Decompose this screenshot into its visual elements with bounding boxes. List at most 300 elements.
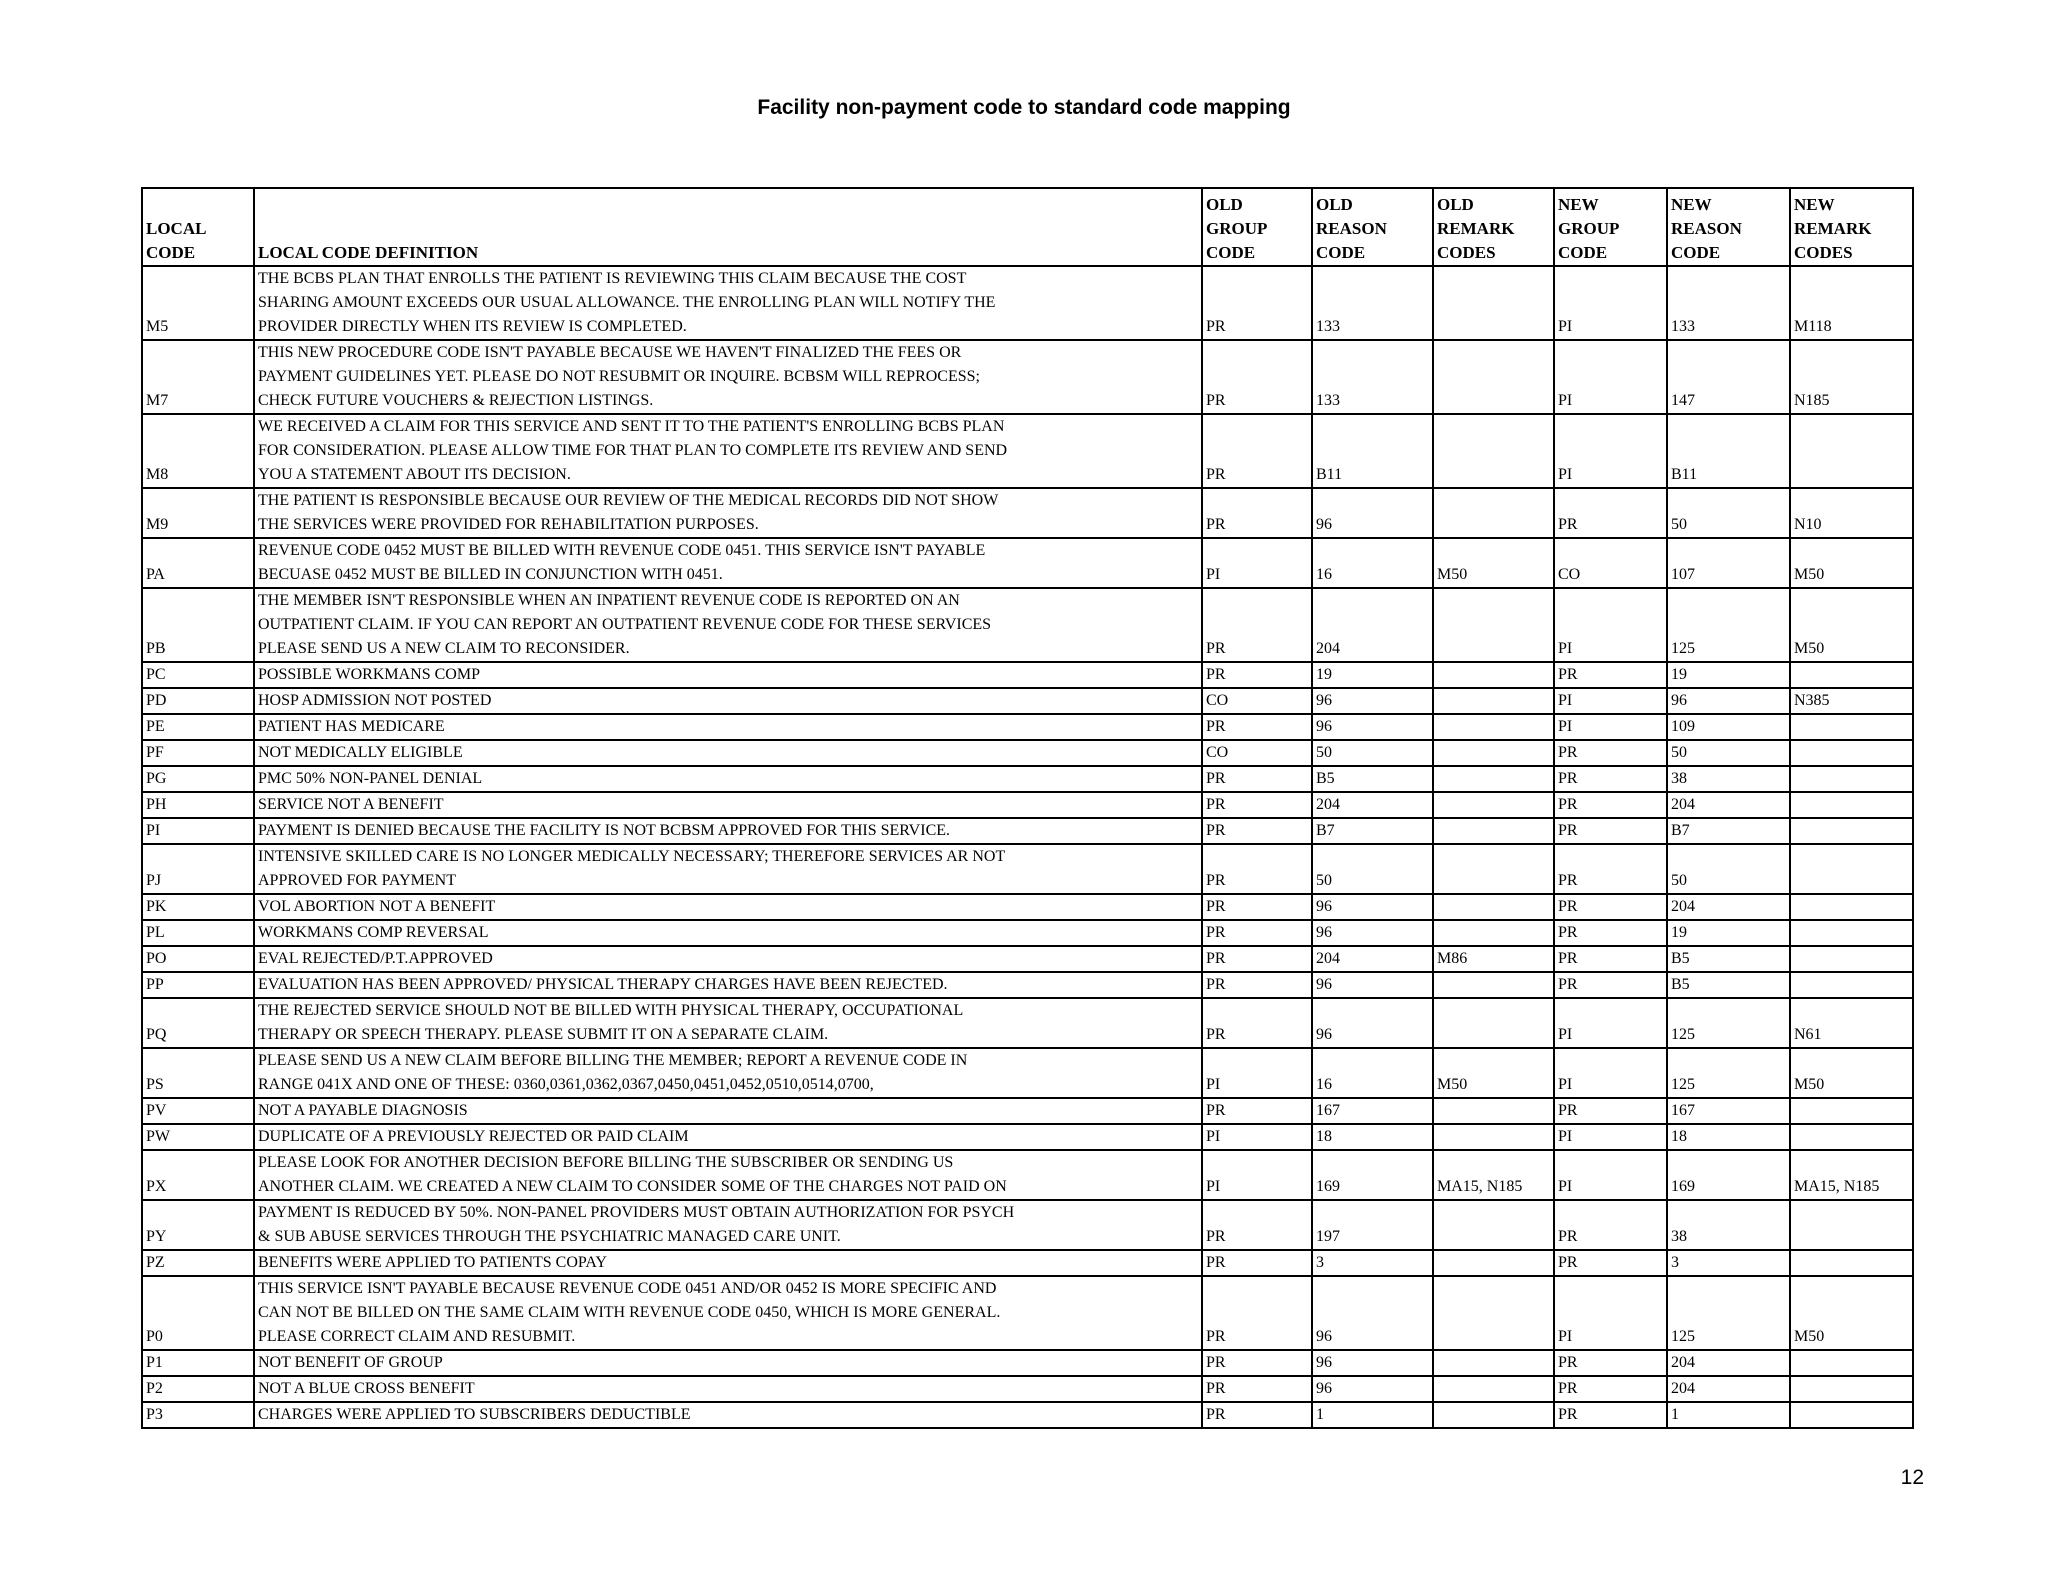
- table-row: [142, 1402, 1913, 1428]
- definition-line: CAN NOT BE BILLED ON THE SAME CLAIM WITH REVENUE CODE 0450, WHICH IS MORE GENERAL.: [258, 1304, 1001, 1321]
- header-line: REMARK: [1794, 219, 1872, 238]
- definition-line: THE PATIENT IS RESPONSIBLE BECAUSE OUR REVIEW OF THE MEDICAL RECORDS DID NOT SHOW: [258, 492, 999, 509]
- header-line: CODE: [1558, 243, 1608, 262]
- definition-line: PLEASE LOOK FOR ANOTHER DECISION BEFORE BILLING THE SUBSCRIBER OR SENDING US: [258, 1154, 954, 1171]
- old-remark-codes-cell: [1433, 1200, 1554, 1250]
- table-row: [142, 1200, 1913, 1250]
- old-remark-codes-cell: [1433, 1276, 1554, 1350]
- old-remark-codes-cell: [1433, 588, 1554, 662]
- new-group-code-cell: PR: [1554, 844, 1667, 894]
- old-reason-code-cell: 133: [1312, 266, 1433, 340]
- local-code-definition-cell: [254, 1402, 1202, 1428]
- local-code-cell: PG: [142, 766, 254, 792]
- old-group-code-cell: PR: [1202, 1200, 1312, 1250]
- local-code-definition-cell: [254, 1250, 1202, 1276]
- local-code-cell: PX: [142, 1150, 254, 1200]
- new-remark-codes-cell: [1790, 714, 1913, 740]
- table-row: [142, 266, 1913, 340]
- table-body: [142, 266, 1913, 1428]
- old-reason-code-cell: 96: [1312, 998, 1433, 1048]
- new-group-code-cell: PR: [1554, 1402, 1667, 1428]
- table-row: [142, 920, 1913, 946]
- definition-line: THE MEMBER ISN'T RESPONSIBLE WHEN AN INPATIENT REVENUE CODE IS REPORTED ON AN: [258, 592, 960, 609]
- header-old-remark-codes: [1433, 188, 1554, 266]
- old-reason-code-cell: 169: [1312, 1150, 1433, 1200]
- new-group-code-cell: PR: [1554, 766, 1667, 792]
- old-reason-code-cell: 1: [1312, 1402, 1433, 1428]
- local-code-definition-cell: [254, 998, 1202, 1048]
- old-reason-code-cell: 18: [1312, 1124, 1433, 1150]
- table-row: [142, 1124, 1913, 1150]
- header-line: NEW: [1794, 195, 1835, 214]
- new-remark-codes-cell: N61: [1790, 998, 1913, 1048]
- old-remark-codes-cell: [1433, 414, 1554, 488]
- new-reason-code-cell: 125: [1667, 588, 1790, 662]
- definition-line: THE REJECTED SERVICE SHOULD NOT BE BILLED WITH PHYSICAL THERAPY, OCCUPATIONAL: [258, 1002, 964, 1019]
- old-remark-codes-cell: [1433, 972, 1554, 998]
- header-line: LOCAL: [146, 219, 207, 238]
- local-code-cell: PY: [142, 1200, 254, 1250]
- new-group-code-cell: PR: [1554, 946, 1667, 972]
- local-code-definition-cell: [254, 792, 1202, 818]
- table-row: [142, 1250, 1913, 1276]
- new-group-code-cell: PI: [1554, 588, 1667, 662]
- header-line: GROUP: [1558, 219, 1620, 238]
- local-code-definition-cell: [254, 266, 1202, 340]
- table-row: [142, 1276, 1913, 1350]
- definition-line: PAYMENT GUIDELINES YET. PLEASE DO NOT RESUBMIT OR INQUIRE. BCBSM WILL REPROCESS;: [258, 368, 980, 385]
- old-remark-codes-cell: [1433, 714, 1554, 740]
- definition-line: PLEASE SEND US A NEW CLAIM BEFORE BILLING THE MEMBER; REPORT A REVENUE CODE IN: [258, 1052, 968, 1069]
- definition-line: BECUASE 0452 MUST BE BILLED IN CONJUNCTION WITH 0451.: [258, 566, 723, 583]
- new-reason-code-cell: 19: [1667, 662, 1790, 688]
- table-row: [142, 740, 1913, 766]
- definition-line: NOT BENEFIT OF GROUP: [258, 1354, 443, 1371]
- old-remark-codes-cell: [1433, 740, 1554, 766]
- old-group-code-cell: PR: [1202, 340, 1312, 414]
- local-code-definition-cell: [254, 662, 1202, 688]
- new-group-code-cell: PR: [1554, 818, 1667, 844]
- definition-line: THIS NEW PROCEDURE CODE ISN'T PAYABLE BECAUSE WE HAVEN'T FINALIZED THE FEES OR: [258, 344, 962, 361]
- new-reason-code-cell: B5: [1667, 972, 1790, 998]
- old-group-code-cell: PR: [1202, 488, 1312, 538]
- definition-line: WE RECEIVED A CLAIM FOR THIS SERVICE AND SENT IT TO THE PATIENT'S ENROLLING BCBS PLAN: [258, 418, 1005, 435]
- definition-line: EVAL REJECTED/P.T.APPROVED: [258, 950, 493, 967]
- new-remark-codes-cell: [1790, 818, 1913, 844]
- table-row: [142, 588, 1913, 662]
- old-reason-code-cell: 50: [1312, 740, 1433, 766]
- table-row: [142, 662, 1913, 688]
- definition-line: BENEFITS WERE APPLIED TO PATIENTS COPAY: [258, 1254, 607, 1271]
- header-line: CODES: [1794, 243, 1853, 262]
- old-remark-codes-cell: [1433, 766, 1554, 792]
- local-code-cell: PW: [142, 1124, 254, 1150]
- local-code-cell: P0: [142, 1276, 254, 1350]
- new-remark-codes-cell: MA15, N185: [1790, 1150, 1913, 1200]
- old-group-code-cell: PR: [1202, 792, 1312, 818]
- local-code-definition-cell: [254, 714, 1202, 740]
- new-reason-code-cell: 50: [1667, 844, 1790, 894]
- definition-line: THE SERVICES WERE PROVIDED FOR REHABILITATION PURPOSES.: [258, 516, 759, 533]
- new-group-code-cell: PI: [1554, 414, 1667, 488]
- new-remark-codes-cell: N10: [1790, 488, 1913, 538]
- definition-line: APPROVED FOR PAYMENT: [258, 872, 456, 889]
- definition-line: PMC 50% NON-PANEL DENIAL: [258, 770, 483, 787]
- header-line: NEW: [1558, 195, 1599, 214]
- local-code-cell: M8: [142, 414, 254, 488]
- definition-line: PAYMENT IS REDUCED BY 50%. NON-PANEL PROVIDERS MUST OBTAIN AUTHORIZATION FOR PSYCH: [258, 1204, 1015, 1221]
- page-title: Facility non-payment code to standard code mapping: [757, 96, 1291, 119]
- table-row: [142, 340, 1913, 414]
- definition-line: THERAPY OR SPEECH THERAPY. PLEASE SUBMIT IT ON A SEPARATE CLAIM.: [258, 1026, 829, 1043]
- local-code-cell: PF: [142, 740, 254, 766]
- new-reason-code-cell: 125: [1667, 1276, 1790, 1350]
- table-row: [142, 818, 1913, 844]
- definition-line: PAYMENT IS DENIED BECAUSE THE FACILITY IS NOT BCBSM APPROVED FOR THIS SERVICE.: [258, 822, 951, 839]
- new-remark-codes-cell: M50: [1790, 1276, 1913, 1350]
- old-reason-code-cell: 96: [1312, 972, 1433, 998]
- header-line: CODE: [146, 243, 196, 262]
- old-reason-code-cell: 3: [1312, 1250, 1433, 1276]
- new-reason-code-cell: 204: [1667, 1376, 1790, 1402]
- local-code-definition-cell: [254, 1098, 1202, 1124]
- definition-line: POSSIBLE WORKMANS COMP: [258, 666, 480, 683]
- local-code-cell: PI: [142, 818, 254, 844]
- local-code-cell: P1: [142, 1350, 254, 1376]
- local-code-definition-cell: [254, 340, 1202, 414]
- new-reason-code-cell: 38: [1667, 766, 1790, 792]
- header-line: CODE: [1206, 243, 1256, 262]
- new-reason-code-cell: 19: [1667, 920, 1790, 946]
- header-line: GROUP: [1206, 219, 1268, 238]
- header-old-group-code: [1202, 188, 1312, 266]
- new-reason-code-cell: 204: [1667, 894, 1790, 920]
- new-group-code-cell: PI: [1554, 1048, 1667, 1098]
- local-code-cell: PL: [142, 920, 254, 946]
- old-reason-code-cell: 96: [1312, 920, 1433, 946]
- definition-line: SHARING AMOUNT EXCEEDS OUR USUAL ALLOWANCE. THE ENROLLING PLAN WILL NOTIFY THE: [258, 294, 996, 311]
- new-group-code-cell: PR: [1554, 740, 1667, 766]
- definition-line: PATIENT HAS MEDICARE: [258, 718, 445, 735]
- header-line: CODE: [1671, 243, 1721, 262]
- new-remark-codes-cell: [1790, 1124, 1913, 1150]
- old-group-code-cell: PR: [1202, 946, 1312, 972]
- header-line: OLD: [1206, 195, 1243, 214]
- header-line: CODES: [1437, 243, 1496, 262]
- definition-line: ANOTHER CLAIM. WE CREATED A NEW CLAIM TO CONSIDER SOME OF THE CHARGES NOT PAID ON: [258, 1178, 1007, 1195]
- table-row: [142, 688, 1913, 714]
- old-group-code-cell: PR: [1202, 818, 1312, 844]
- old-remark-codes-cell: [1433, 340, 1554, 414]
- new-remark-codes-cell: [1790, 1250, 1913, 1276]
- code-mapping-table: [141, 187, 1914, 1429]
- table-row: [142, 766, 1913, 792]
- old-remark-codes-cell: MA15, N185: [1433, 1150, 1554, 1200]
- local-code-definition-cell: [254, 1150, 1202, 1200]
- old-remark-codes-cell: [1433, 1124, 1554, 1150]
- old-reason-code-cell: 197: [1312, 1200, 1433, 1250]
- old-group-code-cell: PR: [1202, 844, 1312, 894]
- local-code-definition-cell: [254, 894, 1202, 920]
- old-group-code-cell: PR: [1202, 920, 1312, 946]
- local-code-definition-cell: [254, 1048, 1202, 1098]
- old-reason-code-cell: 50: [1312, 844, 1433, 894]
- table-row: [142, 1376, 1913, 1402]
- definition-line: PLEASE SEND US A NEW CLAIM TO RECONSIDER.: [258, 640, 630, 657]
- new-reason-code-cell: B11: [1667, 414, 1790, 488]
- local-code-definition-cell: [254, 946, 1202, 972]
- local-code-cell: PD: [142, 688, 254, 714]
- new-remark-codes-cell: M50: [1790, 1048, 1913, 1098]
- old-reason-code-cell: 96: [1312, 894, 1433, 920]
- new-group-code-cell: PR: [1554, 1250, 1667, 1276]
- old-group-code-cell: PR: [1202, 1402, 1312, 1428]
- table-row: [142, 998, 1913, 1048]
- table-row: [142, 946, 1913, 972]
- new-group-code-cell: PR: [1554, 792, 1667, 818]
- new-reason-code-cell: 1: [1667, 1402, 1790, 1428]
- new-remark-codes-cell: M50: [1790, 538, 1913, 588]
- page-number: 12: [1900, 1466, 1924, 1489]
- header-old-reason-code: [1312, 188, 1433, 266]
- local-code-cell: PO: [142, 946, 254, 972]
- old-remark-codes-cell: [1433, 266, 1554, 340]
- new-remark-codes-cell: [1790, 1200, 1913, 1250]
- new-reason-code-cell: 109: [1667, 714, 1790, 740]
- old-remark-codes-cell: [1433, 792, 1554, 818]
- definition-line: NOT A BLUE CROSS BENEFIT: [258, 1380, 475, 1397]
- new-remark-codes-cell: [1790, 792, 1913, 818]
- new-reason-code-cell: 125: [1667, 1048, 1790, 1098]
- definition-line: CHECK FUTURE VOUCHERS & REJECTION LISTINGS.: [258, 392, 654, 409]
- old-reason-code-cell: B5: [1312, 766, 1433, 792]
- header-line: LOCAL CODE DEFINITION: [258, 243, 479, 262]
- definition-line: THE BCBS PLAN THAT ENROLLS THE PATIENT IS REVIEWING THIS CLAIM BECAUSE THE COST: [258, 270, 967, 287]
- old-reason-code-cell: 204: [1312, 792, 1433, 818]
- header-new-reason-code: [1667, 188, 1790, 266]
- definition-line: REVENUE CODE 0452 MUST BE BILLED WITH REVENUE CODE 0451. THIS SERVICE ISN'T PAYABLE: [258, 542, 986, 559]
- old-remark-codes-cell: [1433, 662, 1554, 688]
- local-code-cell: PP: [142, 972, 254, 998]
- new-reason-code-cell: 133: [1667, 266, 1790, 340]
- new-reason-code-cell: 125: [1667, 998, 1790, 1048]
- local-code-cell: PQ: [142, 998, 254, 1048]
- local-code-cell: PJ: [142, 844, 254, 894]
- new-reason-code-cell: B5: [1667, 946, 1790, 972]
- local-code-definition-cell: [254, 414, 1202, 488]
- new-reason-code-cell: 50: [1667, 740, 1790, 766]
- table-row: [142, 414, 1913, 488]
- definition-line: INTENSIVE SKILLED CARE IS NO LONGER MEDICALLY NECESSARY; THEREFORE SERVICES AR NOT: [258, 848, 1006, 865]
- old-group-code-cell: PR: [1202, 766, 1312, 792]
- local-code-cell: PB: [142, 588, 254, 662]
- local-code-definition-cell: [254, 688, 1202, 714]
- table-row: [142, 894, 1913, 920]
- old-reason-code-cell: B11: [1312, 414, 1433, 488]
- new-remark-codes-cell: [1790, 1350, 1913, 1376]
- old-remark-codes-cell: [1433, 1376, 1554, 1402]
- new-remark-codes-cell: [1790, 1376, 1913, 1402]
- new-group-code-cell: PI: [1554, 998, 1667, 1048]
- table-row: [142, 1098, 1913, 1124]
- definition-line: HOSP ADMISSION NOT POSTED: [258, 692, 492, 709]
- old-group-code-cell: PI: [1202, 1048, 1312, 1098]
- old-group-code-cell: PR: [1202, 998, 1312, 1048]
- new-group-code-cell: PR: [1554, 972, 1667, 998]
- old-remark-codes-cell: M86: [1433, 946, 1554, 972]
- local-code-cell: M7: [142, 340, 254, 414]
- old-remark-codes-cell: [1433, 1098, 1554, 1124]
- old-reason-code-cell: 96: [1312, 1350, 1433, 1376]
- local-code-definition-cell: [254, 1200, 1202, 1250]
- new-remark-codes-cell: [1790, 1402, 1913, 1428]
- new-remark-codes-cell: [1790, 766, 1913, 792]
- old-reason-code-cell: 96: [1312, 1376, 1433, 1402]
- old-group-code-cell: PI: [1202, 1150, 1312, 1200]
- header-local-code: [142, 188, 254, 266]
- local-code-definition-cell: [254, 818, 1202, 844]
- old-reason-code-cell: 204: [1312, 588, 1433, 662]
- new-group-code-cell: PI: [1554, 1150, 1667, 1200]
- old-group-code-cell: PR: [1202, 414, 1312, 488]
- old-group-code-cell: CO: [1202, 740, 1312, 766]
- table-row: [142, 1150, 1913, 1200]
- new-group-code-cell: PR: [1554, 1350, 1667, 1376]
- table-row: [142, 488, 1913, 538]
- local-code-cell: PC: [142, 662, 254, 688]
- old-reason-code-cell: 96: [1312, 688, 1433, 714]
- new-group-code-cell: PR: [1554, 894, 1667, 920]
- local-code-definition-cell: [254, 1350, 1202, 1376]
- new-reason-code-cell: 167: [1667, 1098, 1790, 1124]
- definition-line: WORKMANS COMP REVERSAL: [258, 924, 489, 941]
- new-reason-code-cell: 18: [1667, 1124, 1790, 1150]
- old-remark-codes-cell: [1433, 1350, 1554, 1376]
- new-group-code-cell: CO: [1554, 538, 1667, 588]
- definition-line: & SUB ABUSE SERVICES THROUGH THE PSYCHIATRIC MANAGED CARE UNIT.: [258, 1228, 841, 1245]
- local-code-definition-cell: [254, 538, 1202, 588]
- new-group-code-cell: PI: [1554, 1124, 1667, 1150]
- new-group-code-cell: PI: [1554, 340, 1667, 414]
- old-reason-code-cell: B7: [1312, 818, 1433, 844]
- new-remark-codes-cell: N185: [1790, 340, 1913, 414]
- new-remark-codes-cell: [1790, 972, 1913, 998]
- new-group-code-cell: PI: [1554, 266, 1667, 340]
- header-line: CODE: [1316, 243, 1366, 262]
- table-row: [142, 538, 1913, 588]
- header-line: REASON: [1671, 219, 1742, 238]
- new-remark-codes-cell: M50: [1790, 588, 1913, 662]
- local-code-definition-cell: [254, 844, 1202, 894]
- old-reason-code-cell: 96: [1312, 714, 1433, 740]
- local-code-cell: PE: [142, 714, 254, 740]
- local-code-definition-cell: [254, 972, 1202, 998]
- definition-line: PROVIDER DIRECTLY WHEN ITS REVIEW IS COMPLETED.: [258, 318, 687, 335]
- new-group-code-cell: PI: [1554, 688, 1667, 714]
- header-line: OLD: [1316, 195, 1353, 214]
- old-reason-code-cell: 16: [1312, 538, 1433, 588]
- header-new-remark-codes: [1790, 188, 1913, 266]
- definition-line: THIS SERVICE ISN'T PAYABLE BECAUSE REVENUE CODE 0451 AND/OR 0452 IS MORE SPECIFIC AND: [258, 1280, 997, 1297]
- new-reason-code-cell: 50: [1667, 488, 1790, 538]
- local-code-cell: PH: [142, 792, 254, 818]
- old-group-code-cell: CO: [1202, 688, 1312, 714]
- new-reason-code-cell: 147: [1667, 340, 1790, 414]
- new-remark-codes-cell: M118: [1790, 266, 1913, 340]
- old-group-code-cell: PR: [1202, 1250, 1312, 1276]
- local-code-cell: M9: [142, 488, 254, 538]
- old-remark-codes-cell: [1433, 1250, 1554, 1276]
- definition-line: PLEASE CORRECT CLAIM AND RESUBMIT.: [258, 1328, 576, 1345]
- old-group-code-cell: PI: [1202, 1124, 1312, 1150]
- new-reason-code-cell: 96: [1667, 688, 1790, 714]
- local-code-cell: PA: [142, 538, 254, 588]
- old-group-code-cell: PR: [1202, 714, 1312, 740]
- definition-line: DUPLICATE OF A PREVIOUSLY REJECTED OR PAID CLAIM: [258, 1128, 689, 1145]
- local-code-definition-cell: [254, 588, 1202, 662]
- definition-line: NOT A PAYABLE DIAGNOSIS: [258, 1102, 468, 1119]
- new-group-code-cell: PR: [1554, 1200, 1667, 1250]
- local-code-cell: P2: [142, 1376, 254, 1402]
- definition-line: SERVICE NOT A BENEFIT: [258, 796, 444, 813]
- new-remark-codes-cell: [1790, 740, 1913, 766]
- definition-line: NOT MEDICALLY ELIGIBLE: [258, 744, 463, 761]
- old-remark-codes-cell: [1433, 894, 1554, 920]
- old-group-code-cell: PR: [1202, 588, 1312, 662]
- local-code-definition-cell: [254, 1376, 1202, 1402]
- table-row: [142, 1350, 1913, 1376]
- old-reason-code-cell: 167: [1312, 1098, 1433, 1124]
- definition-line: CHARGES WERE APPLIED TO SUBSCRIBERS DEDUCTIBLE: [258, 1406, 691, 1423]
- new-remark-codes-cell: [1790, 946, 1913, 972]
- table-row: [142, 1048, 1913, 1098]
- old-group-code-cell: PR: [1202, 1098, 1312, 1124]
- new-remark-codes-cell: [1790, 662, 1913, 688]
- old-remark-codes-cell: [1433, 1402, 1554, 1428]
- old-remark-codes-cell: M50: [1433, 538, 1554, 588]
- new-group-code-cell: PR: [1554, 920, 1667, 946]
- old-group-code-cell: PR: [1202, 1350, 1312, 1376]
- header-local-code-definition: [254, 188, 1202, 266]
- new-remark-codes-cell: [1790, 414, 1913, 488]
- old-group-code-cell: PI: [1202, 538, 1312, 588]
- old-remark-codes-cell: [1433, 488, 1554, 538]
- old-remark-codes-cell: [1433, 688, 1554, 714]
- local-code-cell: PK: [142, 894, 254, 920]
- old-reason-code-cell: 133: [1312, 340, 1433, 414]
- table-row: [142, 844, 1913, 894]
- new-reason-code-cell: 204: [1667, 1350, 1790, 1376]
- definition-line: RANGE 041X AND ONE OF THESE: 0360,0361,0362,0367,0450,0451,0452,0510,0514,0700,: [258, 1076, 874, 1093]
- new-reason-code-cell: 38: [1667, 1200, 1790, 1250]
- table-row: [142, 714, 1913, 740]
- old-group-code-cell: PR: [1202, 662, 1312, 688]
- new-reason-code-cell: B7: [1667, 818, 1790, 844]
- header-line: NEW: [1671, 195, 1712, 214]
- new-remark-codes-cell: N385: [1790, 688, 1913, 714]
- header-line: REMARK: [1437, 219, 1515, 238]
- new-group-code-cell: PR: [1554, 1376, 1667, 1402]
- old-remark-codes-cell: [1433, 818, 1554, 844]
- local-code-definition-cell: [254, 1276, 1202, 1350]
- new-reason-code-cell: 107: [1667, 538, 1790, 588]
- old-reason-code-cell: 96: [1312, 1276, 1433, 1350]
- local-code-definition-cell: [254, 488, 1202, 538]
- local-code-cell: PS: [142, 1048, 254, 1098]
- new-remark-codes-cell: [1790, 894, 1913, 920]
- old-remark-codes-cell: [1433, 844, 1554, 894]
- old-remark-codes-cell: [1433, 920, 1554, 946]
